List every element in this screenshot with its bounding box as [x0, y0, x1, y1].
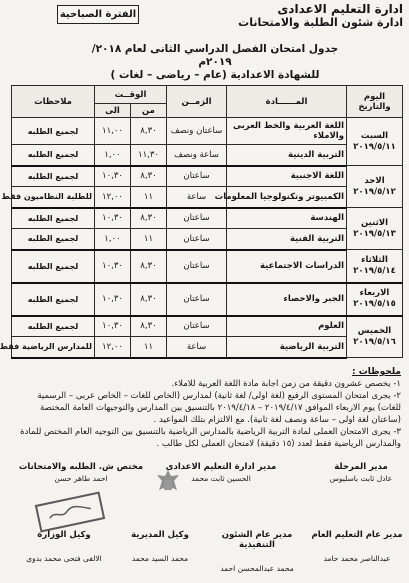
- subject-cell: الجبر والاحصاء: [227, 283, 347, 316]
- signature-name: الالفى فتحى محمد بدوى: [26, 554, 102, 563]
- duration-cell: ساعتان: [167, 283, 227, 316]
- to-cell: ١٢,٠٠: [95, 337, 131, 358]
- note-cell: لجميع الطلبه: [12, 283, 95, 316]
- table-row: [12, 337, 403, 358]
- table-row: [12, 229, 403, 250]
- note-item: ٢- يجرى امتحان المستوى الرفيع (لغة اولى/ لغة ثانية) لمدارس (الخاص للغات – الخاص عربى – الرسمية للغات) يوم الاربعاء الموافق ٢٠١٩/٤/١٧ – ٢٠١٩/٤/١٨ بالتنسيق بين المدارس والتوجيهات العامة المختصة (ساعتان لغة اولى – ساعة ونصف لغة ثانية). مع الالتزام بتلك المواعيد .: [37, 391, 401, 425]
- table-row: [12, 187, 403, 208]
- table-row: [12, 316, 403, 337]
- table-row: [12, 283, 403, 316]
- duration-cell: ساعتان: [167, 250, 227, 283]
- to-cell: ١٠,٣٠: [95, 250, 131, 283]
- duration-cell: ساعتان: [167, 166, 227, 187]
- table-row: [12, 118, 403, 145]
- header-to: الى: [95, 104, 131, 118]
- note-cell: لجميع الطلبه: [12, 316, 95, 337]
- period-label: الفترة الصباحية: [57, 5, 139, 24]
- note-cell: لجميع الطلبه: [12, 229, 95, 250]
- duration-cell: ساعتان: [167, 316, 227, 337]
- to-cell: ١,٠٠: [95, 229, 131, 250]
- subject-cell: التربية الفنية: [227, 229, 347, 250]
- signature-role: مدير المرحلة: [334, 462, 388, 472]
- eagle-emblem-icon: [155, 468, 181, 498]
- note-cell: لجميع الطلبه: [12, 250, 95, 283]
- department-line-2: ادارة شئون الطلبة والامتحانات: [238, 16, 403, 29]
- signature-role: مدير عام الشئون التنفيذية: [221, 530, 293, 550]
- day-cell: السبت ٢٠١٩/٥/١١: [347, 118, 403, 166]
- from-cell: ١١: [131, 187, 167, 208]
- signature-role: مدير ادارة التعليم الاعدادى: [165, 462, 277, 472]
- day-cell: الخميس ٢٠١٩/٥/١٦: [347, 316, 403, 358]
- note-cell: لجميع الطلبه: [12, 145, 95, 166]
- to-cell: ١٠,٣٠: [95, 208, 131, 229]
- header-day: اليوم والتاريخ: [347, 86, 403, 118]
- signature-executive-affairs-director: [203, 530, 311, 573]
- from-cell: ١١: [131, 229, 167, 250]
- note-cell: لجميع الطلبه: [12, 166, 95, 187]
- subject-cell: اللغة العربية والخط العربى والاملاء: [227, 118, 347, 145]
- subject-cell: الدراسات الاجتماعية: [227, 250, 347, 283]
- table-row: [12, 145, 403, 166]
- from-cell: ٨,٣٠: [131, 166, 167, 187]
- duration-cell: ساعة: [167, 187, 227, 208]
- duration-cell: ساعتان: [167, 208, 227, 229]
- subject-cell: العلوم: [227, 316, 347, 337]
- department-line-1: ادارة التعليم الاعدادى: [277, 2, 403, 16]
- signature-name: محمد السيد محمد: [131, 554, 189, 563]
- day-cell: الاربعاء ٢٠١٩/٥/١٥: [347, 283, 403, 316]
- signature-ministry-deputy: [11, 530, 117, 563]
- subject-cell: الهندسة: [227, 208, 347, 229]
- header-notes: ملاحظات: [12, 86, 95, 118]
- exam-schedule-table: [0, 85, 403, 359]
- from-cell: ٨,٣٠: [131, 208, 167, 229]
- signature-row-1: [11, 462, 403, 502]
- note-cell: لجميع الطلبه: [12, 208, 95, 229]
- signature-role: مدير عام التعليم العام: [311, 530, 403, 540]
- duration-cell: ساعتان ونصف: [167, 118, 227, 145]
- from-cell: ١١,٣٠: [131, 145, 167, 166]
- note-item: ١- يخصص عشرون دقيقة من زمن اجابة مادة اللغة العربية للاملاء.: [171, 379, 401, 389]
- signature-role: مختص ش. الطلبه والامتحانات: [18, 462, 144, 472]
- signature-name: عادل ثابت باسليوس: [329, 474, 393, 483]
- subject-cell: اللغة الاجنبية: [227, 166, 347, 187]
- note-cell: لجميع الطلبه: [12, 118, 95, 145]
- header-subject: المــــــادة: [227, 86, 347, 118]
- signature-role: وكيل المديرية: [131, 530, 189, 540]
- signature-name: عبدالناصر محمد حامد: [323, 554, 391, 563]
- signature-stage-director: [321, 462, 401, 483]
- to-cell: ١٠,٣٠: [95, 316, 131, 337]
- signature-directorate-deputy: [117, 530, 203, 563]
- signature-name: الحسين ثابت محمد: [191, 474, 251, 483]
- to-cell: ١٢,٠٠: [95, 187, 131, 208]
- signature-name: محمد عبدالمحسن احمد: [220, 564, 294, 573]
- subject-cell: التربية الدينية: [227, 145, 347, 166]
- table-row: [12, 166, 403, 187]
- title-line-2: للشهادة الاعدادية (عام – رياضى – لغات ): [110, 69, 320, 81]
- from-cell: ١١: [131, 337, 167, 358]
- notes-section: [13, 366, 401, 450]
- day-cell: الثلاثاء ٢٠١٩/٥/١٤: [347, 250, 403, 283]
- signature-name: احمد طاهر حسن: [54, 474, 108, 483]
- subject-cell: الكمبيوتر وتكنولوجيا المعلومات: [227, 187, 347, 208]
- subject-cell: التربية الرياضية: [227, 337, 347, 358]
- to-cell: ١,٠٠: [95, 145, 131, 166]
- header-duration: الزمــن: [167, 86, 227, 118]
- day-cell: الاثنين ٢٠١٩/٥/١٣: [347, 208, 403, 250]
- signature-general-education-director: [311, 530, 403, 563]
- duration-cell: ساعتان: [167, 229, 227, 250]
- signature-row-2: [11, 530, 403, 575]
- from-cell: ٨,٣٠: [131, 250, 167, 283]
- notes-title: ملحوظات :: [351, 367, 401, 377]
- to-cell: ١٠,٣٠: [95, 166, 131, 187]
- from-cell: ٨,٣٠: [131, 118, 167, 145]
- signature-exams-specialist: [11, 462, 151, 483]
- title-line-1: جدول امتحان الفصل الدراسي الثانى لعام ٢٠١٨/ ٢٠١٩م: [91, 43, 339, 68]
- table-row: [12, 250, 403, 283]
- day-cell: الاحد ٢٠١٩/٥/١٢: [347, 166, 403, 208]
- to-cell: ١٠,٣٠: [95, 283, 131, 316]
- header-from: من: [131, 104, 167, 118]
- from-cell: ٨,٣٠: [131, 316, 167, 337]
- issuing-department: [203, 2, 403, 29]
- note-item: ٣- يجرى الامتحان العملى لمادة التربية الرياضية بالمدارس الرياضية بالتنسيق بين التوجيه العام المختص للمادة والمدارس الرياضية فقط لعدد (١٥ دقيقة) لامتحان العملى لكل طالب .: [20, 427, 401, 449]
- note-cell: للمدارس الرياضية فقط: [12, 337, 95, 358]
- to-cell: ١١,٠٠: [95, 118, 131, 145]
- header-time: الوقــت: [95, 86, 167, 104]
- from-cell: ٨,٣٠: [131, 283, 167, 316]
- stamp-scribble-icon: [46, 500, 94, 523]
- document-title: [85, 43, 345, 82]
- signature-role: وكيل الوزارة: [37, 530, 91, 540]
- duration-cell: ساعة ونصف: [167, 145, 227, 166]
- table-row: [12, 208, 403, 229]
- note-cell: للطلبة النظاميون فقط: [12, 187, 95, 208]
- duration-cell: ساعة: [167, 337, 227, 358]
